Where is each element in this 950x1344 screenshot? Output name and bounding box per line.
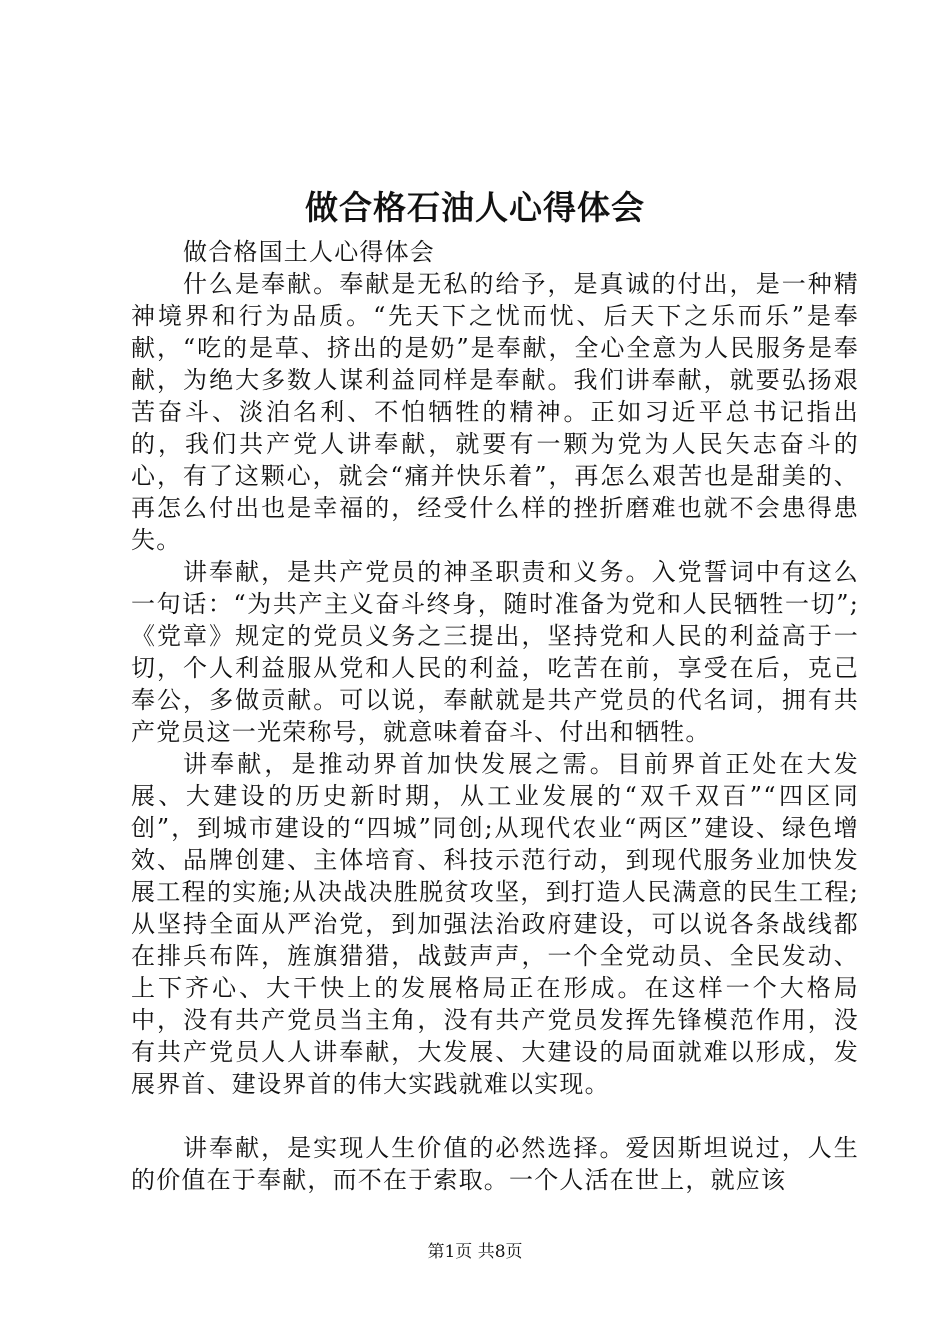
document-title: 做合格石油人心得体会 bbox=[305, 188, 645, 227]
body-paragraph: 讲奉献，是推动界首加快发展之需。目前界首正处在大发展、大建设的历史新时期，从工业发展的“双千双百”“四区同创”，到城市建设的“四城”同创;从现代农业“两区”建设、绿色增效、品牌创建、主体培育、科技示范行动，到现代服务业加快发展工程的实施;从决战决胜脱贫攻坚，到打造人民满意的民生工程;从坚持全面从严治党，到加强法治政府建设，可以说各条战线都在排兵布阵，旌旗猎猎，战鼓声声，一个全党动员、全民发动、上下齐心、大干快上的发展格局正在形成。在这样一个大格局中，没有共产党员当主角，没有共产党员发挥先锋模范作用，没有共产党员人人讲奉献，大发展、大建设的局面就难以形成，发展界首、建设界首的伟大实践就难以实现。 bbox=[131, 750, 859, 1098]
body-paragraph: 讲奉献，是实现人生价值的必然选择。爱因斯坦说过，人生的价值在于奉献，而不在于索取。一个人活在世上，就应该 bbox=[131, 1134, 859, 1194]
document-body bbox=[131, 236, 859, 1196]
subtitle-paragraph: 做合格国土人心得体会 bbox=[183, 238, 435, 266]
page-number: 第1页 共8页 bbox=[427, 1242, 523, 1262]
body-paragraph: 什么是奉献。奉献是无私的给予，是真诚的付出，是一种精神境界和行为品质。“先天下之忧而忧、后天下之乐而乐”是奉献，“吃的是草、挤出的是奶”是奉献，全心全意为人民服务是奉献，为绝大多数人谋利益同样是奉献。我们讲奉献，就要弘扬艰苦奋斗、淡泊名利、不怕牺牲的精神。正如习近平总书记指出的，我们共产党人讲奉献，就要有一颗为党为人民矢志奋斗的心，有了这颗心，就会“痛并快乐着”，再怎么艰苦也是甜美的、再怎么付出也是幸福的，经受什么样的挫折磨难也就不会患得患失。 bbox=[131, 270, 859, 554]
body-paragraph: 讲奉献，是共产党员的神圣职责和义务。入党誓词中有这么一句话：“为共产主义奋斗终身，随时准备为党和人民牺牲一切”;《党章》规定的党员义务之三提出，坚持党和人民的利益高于一切，个人利益服从党和人民的利益，吃苦在前，享受在后，克己奉公，多做贡献。可以说，奉献就是共产党员的代名词，拥有共产党员这一光荣称号，就意味着奋斗、付出和牺牲。 bbox=[131, 558, 859, 746]
